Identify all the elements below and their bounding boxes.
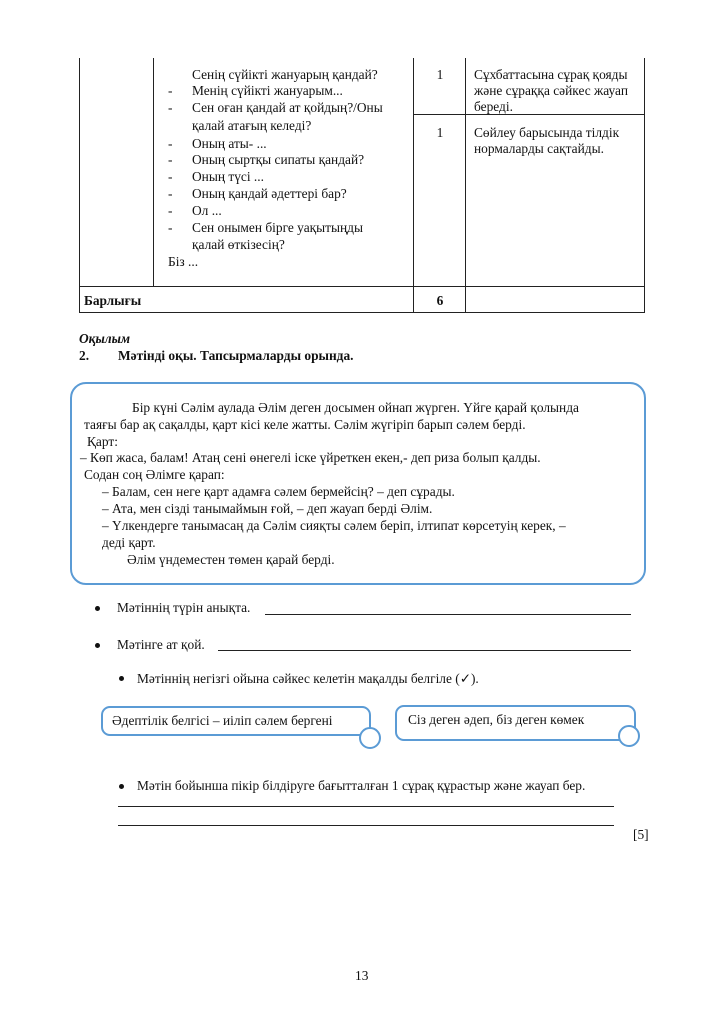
answer-line-title[interactable] <box>218 650 631 651</box>
story-line: – Балам, сен неге қарт адамға сәлем бермейсің? – деп сұрады. <box>102 484 455 499</box>
task-number: 2. <box>79 348 90 363</box>
story-line: Әлім үндеместен төмен қарай берді. <box>127 552 335 567</box>
criteria-cell: Сұхбаттасына сұрақ қояды және сұраққа сәйкес жауап береді. <box>474 67 628 115</box>
bullet-icon <box>95 643 100 648</box>
question-line: Ол ... <box>192 203 222 218</box>
task-text-title: Мәтінге ат қой. <box>117 637 205 652</box>
story-line: Қарт: <box>87 434 118 449</box>
dash: - <box>168 220 173 235</box>
proverb-option-b-text: Сіз деген әдеп, біз деген көмек <box>408 712 585 727</box>
task-heading: Мәтінді оқы. Тапсырмаларды орында. <box>118 348 354 363</box>
page-number: 13 <box>355 968 369 983</box>
story-line: – Ата, мен сізді танымаймын ғой, – деп жауап берді Әлім. <box>102 501 433 516</box>
question-line: Оның аты- ... <box>192 136 267 151</box>
points-cell: 1 <box>436 67 444 82</box>
question-line: Менің сүйікті жануарым... <box>192 83 343 98</box>
story-line: таяғы бар ақ сақалды, қарт кісі келе жатты. Сәлім жүгіріп барып сәлем берді. <box>84 417 526 432</box>
dash: - <box>168 186 173 201</box>
criteria-cell: Сөйлеу барысында тілдік нормаларды сақтайды. <box>474 125 620 157</box>
score-marker: [5] <box>633 827 649 842</box>
task-text-question: Мәтін бойынша пікір білдіруге бағытталған 1 сұрақ құрастыр және жауап бер. <box>137 778 586 793</box>
answer-line-2[interactable] <box>118 825 614 826</box>
story-line: – Көп жаса, балам! Атаң сені өнегелі іске үйреткен екен,- деп риза болып қалды. <box>80 450 541 465</box>
points-cell: 1 <box>436 125 444 140</box>
total-label: Барлығы <box>84 293 142 308</box>
checkbox-circle-a[interactable] <box>359 727 381 749</box>
question-line: Сен онымен бірге уақытыңды <box>192 220 363 235</box>
task-text-proverb: Мәтіннің негізгі ойына сәйкес келетін мақалды белгіле (✓). <box>137 671 479 686</box>
bullet-icon <box>119 784 124 789</box>
story-line: деді қарт. <box>102 535 156 550</box>
question-line: Оның түсі ... <box>192 169 264 184</box>
story-line: – Үлкендерге танымасаң да Сәлім сияқты сәлем беріп, ілтипат көрсетуің керек, – <box>102 518 566 533</box>
dash: - <box>168 83 173 98</box>
dash: - <box>168 136 173 151</box>
dash: - <box>168 169 173 184</box>
question-line: қалай өткізесің? <box>192 237 285 252</box>
proverb-option-a-text: Әдептілік белгісі – иіліп сәлем бергені <box>112 713 333 728</box>
dash: - <box>168 152 173 167</box>
question-line: Біз ... <box>168 254 199 269</box>
checkbox-circle-b[interactable] <box>618 725 640 747</box>
story-line: Бір күні Сәлім аулада Әлім деген досымен ойнап жүрген. Үйге қарай қолында <box>132 400 579 415</box>
question-line: қалай атағың келеді? <box>192 118 312 133</box>
question-line: Сенің сүйікті жануарың қандай? <box>192 67 378 82</box>
bullet-icon <box>119 676 124 681</box>
section-title: Оқылым <box>79 331 131 346</box>
story-line: Содан соң Әлімге қарап: <box>84 467 225 482</box>
question-line: Оның сыртқы сипаты қандай? <box>192 152 365 167</box>
answer-line-type[interactable] <box>265 614 631 615</box>
question-line: Сен оған қандай ат қойдың?/Оны <box>192 100 383 115</box>
task-text-type: Мәтіннің түрін анықта. <box>117 600 251 615</box>
dash: - <box>168 203 173 218</box>
answer-line-1[interactable] <box>118 806 614 807</box>
total-points: 6 <box>436 293 444 308</box>
dash: - <box>168 100 173 115</box>
question-line: Оның қандай әдеттері бар? <box>192 186 347 201</box>
bullet-icon <box>95 606 100 611</box>
